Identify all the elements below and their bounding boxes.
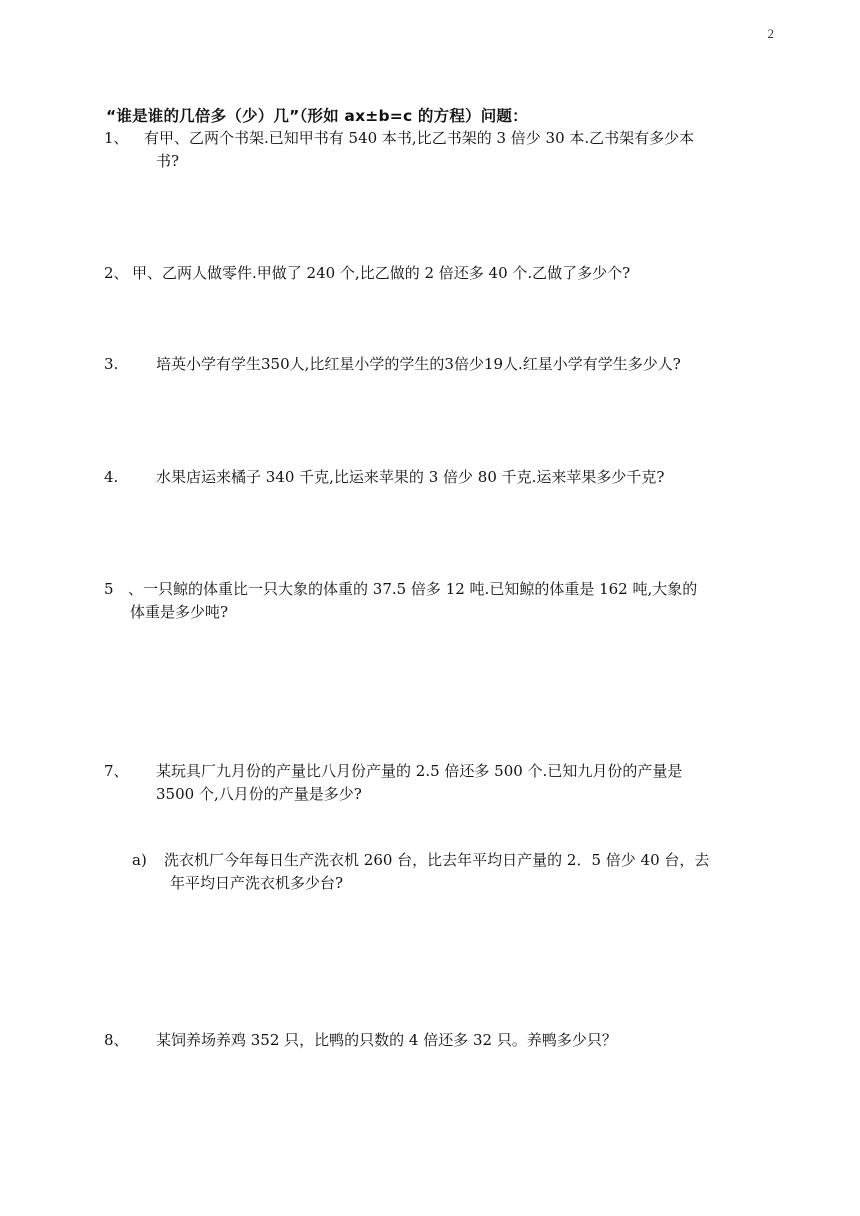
section-heading: “谁是谁的几倍多（少）几”（形如 ax±b=c 的方程）问题： [106, 107, 528, 125]
problem-line: 某玩具厂九月份的产量比八月份产量的 2.5 倍还多 500 个.已知九月份的产量是 [156, 762, 683, 780]
problem-text [156, 760, 836, 806]
problem-line: 水果店运来橘子 340 千克,比运来苹果的 3 倍少 80 千克.运来苹果多少千克? [156, 468, 665, 486]
problem-text [144, 127, 824, 173]
problem-number: 4. [104, 468, 119, 486]
problem-number: 5 [104, 580, 114, 598]
problem-number: 1、 [104, 129, 129, 147]
problem-text [156, 466, 836, 489]
problem-line: 有甲、乙两个书架.已知甲书有 540 本书,比乙书架的 3 倍少 30 本.乙书架有多少本 [144, 129, 695, 147]
problem-line: 年平均日产洗衣机多少台? [170, 874, 344, 892]
problem-line: 某饲养场养鸡 352 只，比鸭的只数的 4 倍还多 32 只。养鸭多少只？ [156, 1031, 617, 1049]
page-number: 2 [767, 26, 774, 41]
problem-line: 培英小学有学生350人,比红星小学的学生的3倍少19人.红星小学有学生多少人? [156, 355, 681, 373]
problem-line: 3500 个,八月份的产量是多少? [156, 785, 362, 803]
problem-number: a) [132, 851, 147, 869]
problem-line: 洗衣机厂今年每日生产洗衣机 260 台，比去年平均日产量的 2．5 倍少 40 台，去 [164, 851, 710, 869]
problem-line: 体重是多少吨? [130, 603, 229, 621]
problem-line: 书? [156, 152, 180, 170]
problem-line: 、一只鲸的体重比一只大象的体重的 37.5 倍多 12 吨.已知鲸的体重是 162 吨,大象的 [128, 580, 698, 598]
problem-number: 2、 [104, 264, 129, 282]
problem-text [164, 849, 814, 895]
problem-text [128, 578, 808, 624]
problem-number: 7、 [104, 762, 129, 780]
problem-line: 甲、乙两人做零件.甲做了 240 个,比乙做的 2 倍还多 40 个.乙做了多少个? [132, 264, 631, 282]
problem-number: 3. [104, 355, 119, 373]
problem-text [156, 1029, 836, 1052]
problem-text [132, 262, 812, 285]
problem-number: 8、 [104, 1031, 129, 1049]
problem-text [156, 353, 836, 376]
